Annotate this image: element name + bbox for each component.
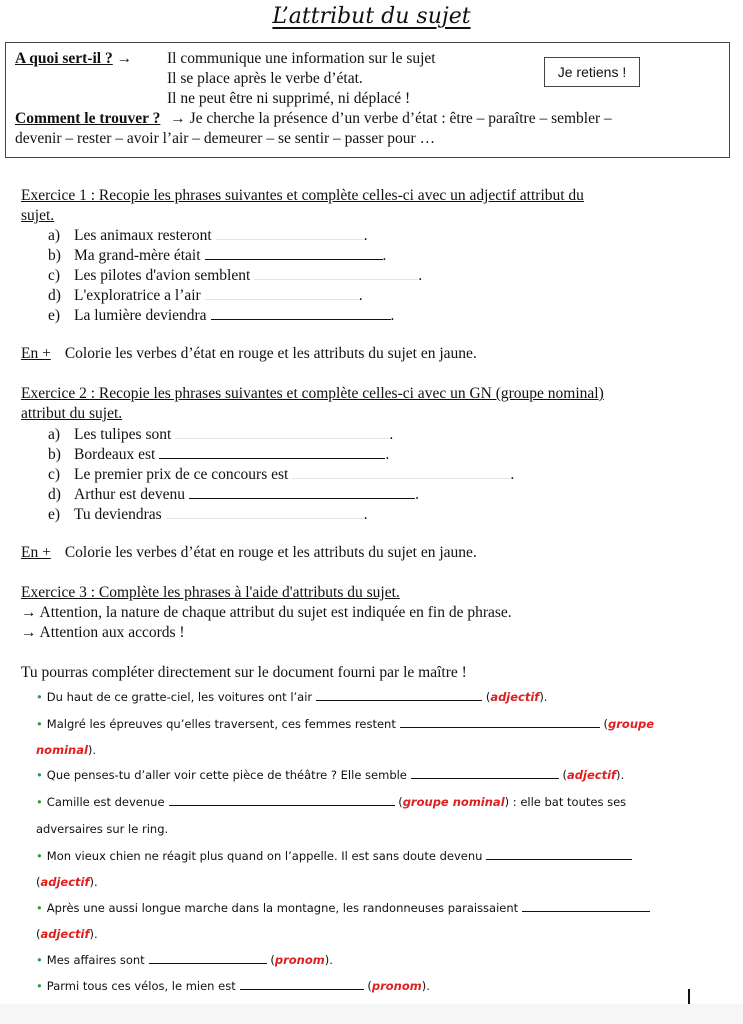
q2-line-1: → Je cherche la présence d’un verbe d’état : être – paraître – sembler –: [170, 110, 612, 127]
rule-line-1: Il communique une information sur le sujet: [167, 50, 436, 67]
page-footer-shade: [0, 1004, 743, 1024]
ex1-bonus: En + Colorie les verbes d’état en rouge et les attributs du sujet en jaune.: [21, 345, 477, 362]
arrow-icon: →: [116, 50, 133, 67]
bullet-icon: •: [36, 717, 43, 731]
ex2-bonus: En + Colorie les verbes d’état en rouge et les attributs du sujet en jaune.: [21, 544, 477, 561]
ex1-item-b: b) Ma grand-mère était .: [48, 247, 387, 264]
ex2-item-e: e) Tu deviendras .: [48, 506, 368, 523]
rule-box: [5, 42, 730, 158]
ex3-item-2: • Malgré les épreuves qu’elles traversent, ces femmes restent (groupe: [36, 717, 655, 731]
answer-blank[interactable]: [292, 477, 510, 479]
ex2-item-d: d) Arthur est devenu .: [48, 486, 419, 503]
q2-label: Comment le trouver ?: [15, 110, 161, 127]
answer-blank[interactable]: [166, 517, 364, 519]
answer-blank[interactable]: [240, 988, 364, 990]
ex3-item-4: • Camille est devenue (groupe nominal) : elle bat toutes ses: [36, 795, 627, 809]
bullet-icon: •: [36, 795, 43, 809]
answer-blank[interactable]: [522, 910, 650, 912]
ex3-item-5: • Mon vieux chien ne réagit plus quand on l’appelle. Il est sans doute devenu: [36, 848, 632, 864]
hint-label: adjectif: [490, 690, 540, 704]
ex1-item-c: c) Les pilotes d'avion semblent .: [48, 267, 423, 284]
exercise3-heading: Exercice 3 : Complète les phrases à l'aide d'attributs du sujet.: [21, 584, 400, 601]
ex1-item-e: e) La lumière deviendra .: [48, 307, 395, 324]
ex3-item-6: • Après une aussi longue marche dans la montagne, les randonneuses paraissaient: [36, 900, 650, 916]
bullet-icon: •: [36, 690, 43, 704]
ex3-item-4-cont: adversaires sur le ring.: [36, 822, 169, 836]
hint-label: groupe: [608, 717, 655, 731]
answer-blank[interactable]: [486, 858, 632, 860]
hint-label: adjectif: [567, 768, 617, 782]
ex1-item-d: d) L'exploratrice a l’air .: [48, 287, 363, 304]
answer-blank[interactable]: [175, 437, 389, 439]
q2-line-2: devenir – rester – avoir l’air – demeurer – se sentir – passer pour …: [15, 130, 436, 147]
rule-line-2: Il se place après le verbe d’état.: [167, 70, 363, 87]
answer-blank[interactable]: [411, 777, 559, 779]
q1-row: [15, 49, 132, 69]
q1-label: A quoi sert-il ?: [15, 50, 113, 67]
exercise2-heading: Exercice 2 : Recopie les phrases suivantes et complète celles-ci avec un GN (groupe nominal) attribut du sujet.: [21, 385, 604, 422]
page-title: L’attribut du sujet: [272, 4, 471, 29]
exercise3-note-2: → Attention aux accords !: [21, 624, 185, 641]
exercise3-intro: Tu pourras compléter directement sur le document fourni par le maître !: [21, 664, 467, 681]
ex3-item-7: • Mes affaires sont (pronom).: [36, 953, 333, 967]
ex3-item-1: • Du haut de ce gratte-ciel, les voitures ont l’air (adjectif).: [36, 690, 548, 704]
bullet-icon: •: [36, 768, 43, 782]
hint-label: groupe nominal: [402, 795, 505, 809]
answer-blank[interactable]: [400, 726, 600, 728]
answer-blank[interactable]: [149, 962, 267, 964]
exercise3-note-1: → Attention, la nature de chaque attribut du sujet est indiquée en fin de phrase.: [21, 604, 512, 621]
ex3-item-5-cont: (adjectif).: [36, 875, 98, 889]
exercise1-heading: Exercice 1 : Recopie les phrases suivantes et complète celles-ci avec un adjectif attribut du sujet.: [21, 187, 584, 224]
ex3-item-8: • Parmi tous ces vélos, le mien est (pronom).: [36, 979, 430, 993]
ex3-item-2-cont: nominal).: [36, 743, 97, 757]
ex1-item-a: a) Les animaux resteront .: [48, 227, 368, 244]
ex3-item-6-cont: (adjectif).: [36, 927, 98, 941]
answer-blank[interactable]: [254, 278, 418, 280]
bullet-icon: •: [36, 979, 43, 993]
answer-blank[interactable]: [216, 238, 364, 240]
hint-label: nominal: [36, 743, 88, 757]
ex3-item-3: • Que penses-tu d’aller voir cette pièce de théâtre ? Elle semble (adjectif).: [36, 768, 625, 782]
hint-label: pronom: [274, 953, 325, 967]
answer-blank[interactable]: [205, 258, 383, 260]
bullet-icon: •: [36, 901, 43, 915]
hint-label: adjectif: [40, 927, 90, 941]
answer-blank[interactable]: [205, 298, 359, 300]
text-cursor: [688, 989, 690, 1005]
ex2-item-b: b) Bordeaux est .: [48, 446, 390, 463]
rule-line-3: Il ne peut être ni supprimé, ni déplacé !: [167, 90, 411, 107]
answer-blank[interactable]: [316, 699, 482, 701]
answer-blank[interactable]: [211, 318, 391, 320]
ex2-item-c: c) Le premier prix de ce concours est .: [48, 466, 515, 483]
q2-row: [15, 109, 612, 129]
answer-blank[interactable]: [169, 804, 395, 806]
bullet-icon: •: [36, 953, 43, 967]
bullet-icon: •: [36, 849, 43, 863]
ex2-item-a: a) Les tulipes sont .: [48, 426, 394, 443]
hint-label: pronom: [371, 979, 422, 993]
hint-label: adjectif: [40, 875, 90, 889]
je-retiens-badge: Je retiens !: [544, 57, 640, 87]
answer-blank[interactable]: [159, 457, 385, 459]
answer-blank[interactable]: [189, 497, 415, 499]
